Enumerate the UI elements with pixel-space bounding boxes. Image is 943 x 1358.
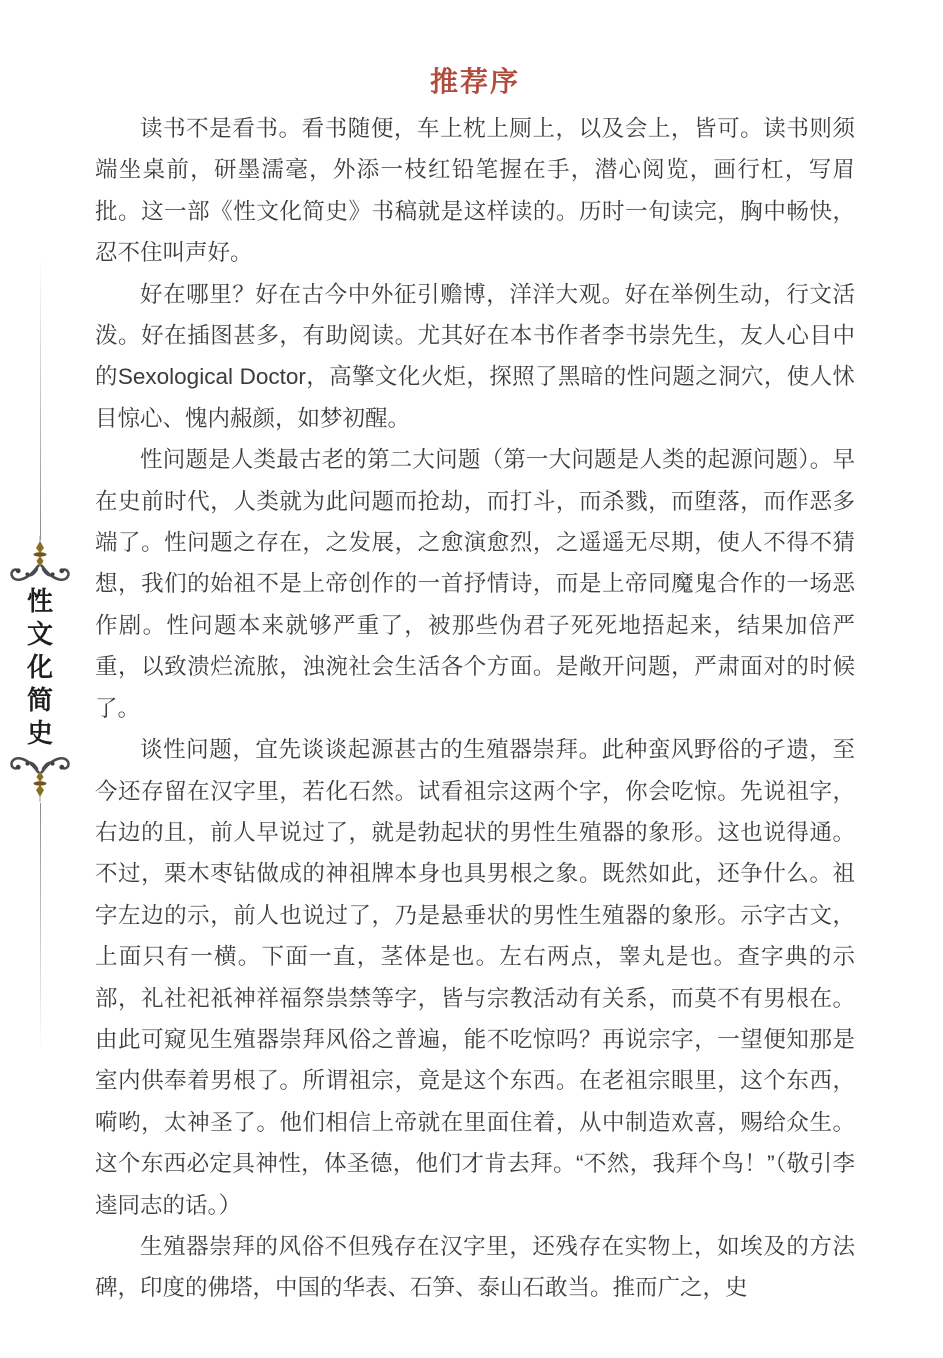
paragraph: 生殖器崇拜的风俗不但残存在汉字里，还残存在实物上，如埃及的方法碑，印度的佛塔，中国的华表、石笋、泰山石敢当。推而广之，史 [95, 1233, 855, 1301]
book-title-char: 化 [26, 652, 53, 682]
ornament-top-icon [7, 536, 73, 586]
article-content [95, 0, 855, 1309]
article-body [95, 108, 855, 1309]
book-title-vertical [0, 588, 80, 746]
book-title-char: 史 [26, 718, 53, 748]
left-rule-top [40, 255, 41, 540]
paragraph: 读书不是看书。看书随便，车上枕上厕上，以及会上，皆可。读书则须端坐桌前，研墨濡毫，外添一枝红铅笔握在手，潜心阅览，画行杠，写眉批。这一部《性文化简史》书稿就是这样读的。历时一旬读完，胸中畅快，忍不住叫声好。 [95, 116, 855, 266]
paragraph: 谈性问题，宜先谈谈起源甚古的生殖器崇拜。此种蛮风野俗的孑遗，至今还存留在汉字里，若化石然。试看祖宗这两个字，你会吃惊。先说祖字，右边的且，前人早说过了，就是勃起状的男性生殖器的象形。这也说得通。不过，栗木枣钻做成的神祖牌本身也具男根之象。既然如此，还争什么。祖字左边的示，前人也说过了，乃是悬垂状的男性生殖器的象形。示字古文，上面只有一横。下面一直，茎体是也。左右两点，睾丸是也。查字典的示部，礼社祀祇神祥福祭祟禁等字，皆与宗教活动有关系，而莫不有男根在。由此可窥见生殖器崇拜风俗之普遍，能不吃惊吗？再说宗字，一望便知那是室内供奉着男根了。所谓祖宗，竟是这个东西。在老祖宗眼里，这个东西，嗬哟，太神圣了。他们相信上帝就在里面住着，从中制造欢喜，赐给众生。这个东西必定具神性，体圣德，他们才肯去拜。“不然，我拜个鸟！”（敬引李逵同志的话。） [95, 737, 855, 1218]
book-title-char: 性 [26, 586, 53, 616]
page-title: 推荐序 [429, 66, 520, 97]
book-title-char: 文 [26, 619, 53, 649]
left-rule-bottom [40, 803, 41, 1053]
ornament-bottom-icon [7, 752, 73, 802]
book-title-char: 简 [26, 685, 53, 715]
paragraph: 好在哪里？好在古今中外征引赡博，洋洋大观。好在举例生动，行文活泼。好在插图甚多，有助阅读。尤其好在本书作者李书崇先生，友人心目中的Sexological Doctor，高擎文化火炬，探照了黑暗的性问题之洞穴，使人怵目惊心、愧内赧颜，如梦初醒。 [95, 281, 855, 431]
paragraph: 性问题是人类最古老的第二大问题（第一大问题是人类的起源问题）。早在史前时代，人类就为此问题而抢劫，而打斗，而杀戮，而堕落，而作恶多端了。性问题之存在，之发展，之愈演愈烈，之遥遥无尽期，使人不得不猜想，我们的始祖不是上帝创作的一首抒情诗，而是上帝同魔鬼合作的一场恶作剧。性问题本来就够严重了，被那些伪君子死死地捂起来，结果加倍严重，以致溃烂流脓，浊涴社会生活各个方面。是敞开问题，严肃面对的时候了。 [95, 447, 855, 721]
